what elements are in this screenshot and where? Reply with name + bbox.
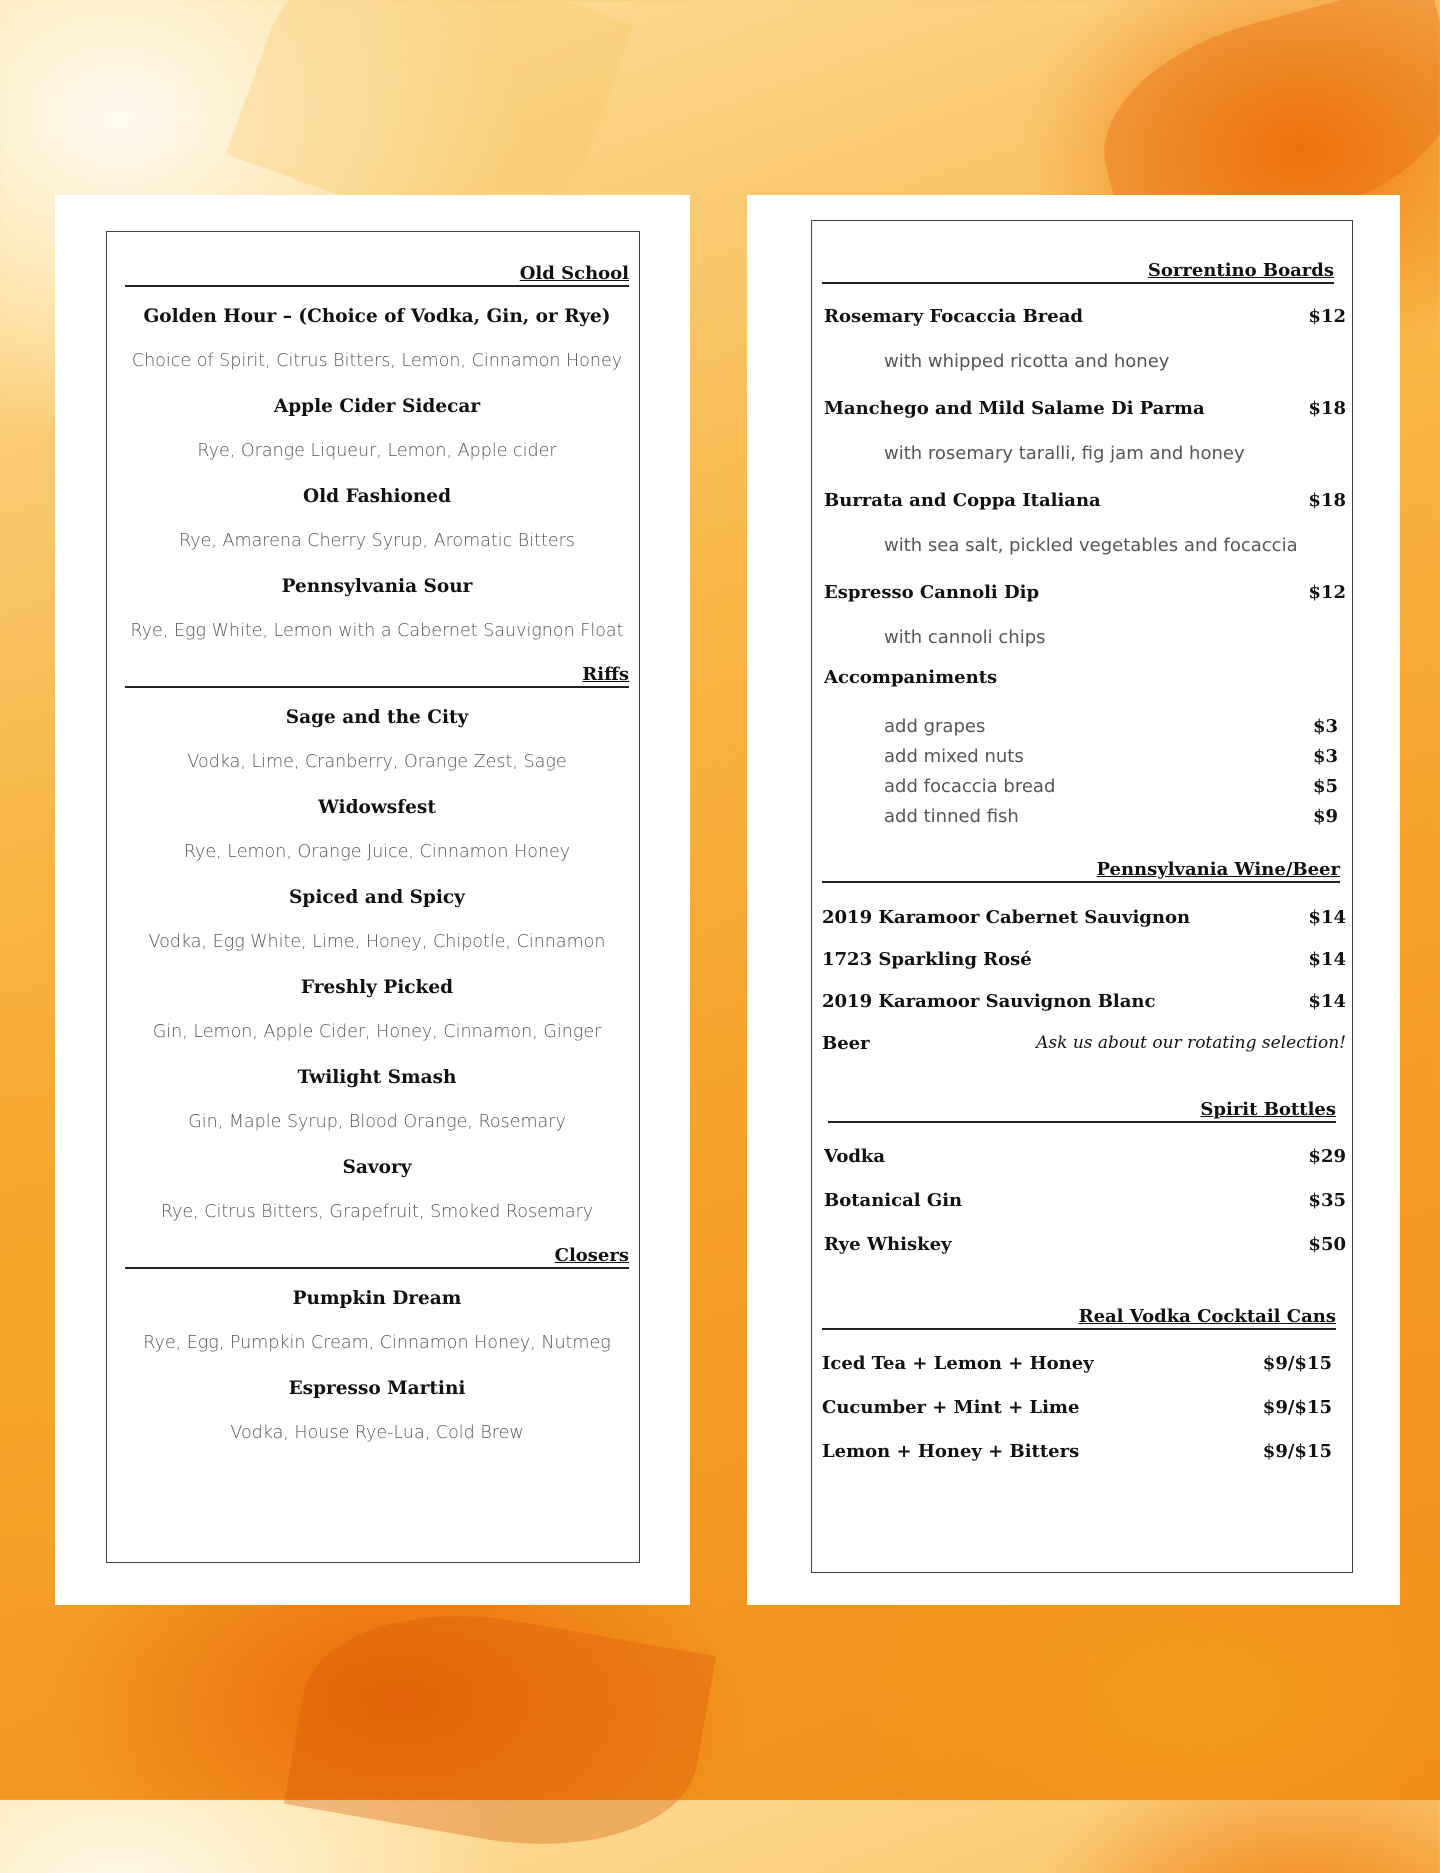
item-name: add tinned fish [884, 805, 1019, 827]
item-name: Rye Whiskey [824, 1233, 952, 1255]
item-price: $29 [1308, 1145, 1346, 1167]
item-price: $5 [1312, 775, 1338, 797]
section-header-riffs [125, 658, 629, 688]
item-price: $50 [1308, 1233, 1346, 1255]
section-header-spirit-bottles [828, 1093, 1336, 1123]
section-title: Riffs [582, 664, 629, 685]
item-name: Vodka [824, 1145, 886, 1167]
wine-item [822, 938, 1346, 980]
item-price: $14 [1308, 990, 1346, 1012]
item-name: 2019 Karamoor Cabernet Sauvignon [822, 906, 1191, 928]
section-title: Pennsylvania Wine/Beer [1096, 859, 1340, 880]
item-name: Burrata and Coppa Italiana [824, 489, 1101, 511]
item-description: with rosemary taralli, fig jam and honey [884, 443, 1245, 464]
item-name: add grapes [884, 715, 986, 737]
item-price: $12 [1308, 305, 1346, 327]
cocktail-ingredients: Rye, Amarena Cherry Syrup, Aromatic Bitters [179, 531, 575, 551]
item-price: $3 [1312, 745, 1338, 767]
cocktail-name: Freshly Picked [300, 977, 454, 998]
cocktail-ingredients: Rye, Egg, Pumpkin Cream, Cinnamon Honey, Nutmeg [143, 1333, 611, 1353]
item-name: Rosemary Focaccia Bread [824, 305, 1083, 327]
boards-item [824, 293, 1346, 339]
section-header-old-school [125, 257, 629, 287]
cocktail-name: Savory [342, 1157, 412, 1178]
cocktail-name: Widowsfest [318, 797, 436, 818]
cocktail-ingredients: Vodka, Egg White, Lime, Honey, Chipotle, Cinnamon [148, 932, 606, 952]
item-name: Botanical Gin [824, 1189, 963, 1211]
item-name: add focaccia bread [884, 775, 1056, 797]
cans-item [822, 1341, 1332, 1385]
item-price: $9/$15 [1262, 1396, 1332, 1418]
item-price: $35 [1308, 1189, 1346, 1211]
cocktail-name: Old Fashioned [302, 486, 452, 507]
cocktail-ingredients: Rye, Egg White, Lemon with a Cabernet Sauvignon Float [130, 621, 624, 641]
item-price: $9 [1312, 805, 1338, 827]
spirits-item [824, 1178, 1346, 1222]
item-name: Iced Tea + Lemon + Honey [822, 1352, 1094, 1374]
cocktail-ingredients: Vodka, Lime, Cranberry, Orange Zest, Sage [187, 752, 567, 772]
spirits-item [824, 1134, 1346, 1178]
item-name: Manchego and Mild Salame Di Parma [824, 397, 1205, 419]
boards-item [824, 477, 1346, 523]
cocktail-name: Golden Hour – (Choice of Vodka, Gin, or Rye) [143, 306, 611, 327]
item-name: 1723 Sparkling Rosé [822, 948, 1032, 970]
leaf-decoration [284, 1587, 716, 1873]
section-title: Closers [554, 1245, 629, 1266]
accompaniments-item [824, 741, 1338, 771]
cocktail-ingredients: Gin, Maple Syrup, Blood Orange, Rosemary [188, 1112, 566, 1132]
food-drinks-menu-frame [811, 220, 1353, 1573]
cocktail-name: Pumpkin Dream [292, 1288, 462, 1309]
item-price: $18 [1308, 397, 1346, 419]
cocktail-menu-page [55, 195, 690, 1605]
item-description: with sea salt, pickled vegetables and focaccia [884, 535, 1298, 556]
section-header-closers [125, 1239, 629, 1269]
section-header-sorrentino-boards [822, 254, 1334, 284]
section-title: Spirit Bottles [1200, 1099, 1336, 1120]
item-price: $14 [1308, 948, 1346, 970]
cocktail-ingredients: Rye, Citrus Bitters, Grapefruit, Smoked Rosemary [160, 1202, 594, 1222]
cans-item [822, 1385, 1332, 1429]
boards-item [824, 569, 1346, 615]
cocktail-name: Spiced and Spicy [289, 887, 465, 908]
item-description: with cannoli chips [884, 627, 1046, 648]
cocktail-name: Sage and the City [285, 707, 469, 728]
item-price: $14 [1308, 906, 1346, 928]
section-title: Real Vodka Cocktail Cans [1078, 1306, 1336, 1327]
accompaniments-item [824, 801, 1338, 831]
item-price: $3 [1312, 715, 1338, 737]
cocktail-menu-frame [106, 231, 640, 1563]
item-name: Espresso Cannoli Dip [824, 581, 1040, 603]
item-price: $18 [1308, 489, 1346, 511]
section-title: Sorrentino Boards [1147, 260, 1334, 281]
accompaniments-item [824, 711, 1338, 741]
cocktail-ingredients: Rye, Orange Liqueur, Lemon, Apple cider [197, 441, 557, 461]
item-price: $9/$15 [1262, 1352, 1332, 1374]
item-price: $12 [1308, 581, 1346, 603]
wine-item [822, 980, 1346, 1022]
spirits-item [824, 1222, 1346, 1266]
cocktail-ingredients: Rye, Lemon, Orange Juice, Cinnamon Honey [183, 842, 571, 862]
food-drinks-menu-page [747, 195, 1400, 1605]
item-name: Beer [822, 1032, 870, 1054]
cocktail-name: Espresso Martini [288, 1378, 466, 1399]
wine-item [822, 896, 1346, 938]
section-header-vocktail-cans [822, 1300, 1336, 1330]
boards-item [824, 385, 1346, 431]
cocktail-name: Pennsylvania Sour [281, 576, 473, 597]
accompaniments-heading: Accompaniments [824, 667, 998, 688]
cocktail-ingredients: Gin, Lemon, Apple Cider, Honey, Cinnamon, Ginger [152, 1022, 602, 1042]
item-name: add mixed nuts [884, 745, 1024, 767]
wine-item [822, 1022, 1346, 1064]
item-price: Ask us about our rotating selection! [1036, 1033, 1346, 1053]
cans-item [822, 1429, 1332, 1473]
cocktail-ingredients: Choice of Spirit, Citrus Bitters, Lemon, Cinnamon Honey [131, 351, 623, 371]
section-header-wine-beer [822, 853, 1340, 883]
item-name: 2019 Karamoor Sauvignon Blanc [822, 990, 1156, 1012]
item-price: $9/$15 [1262, 1440, 1332, 1462]
item-name: Cucumber + Mint + Lime [822, 1396, 1080, 1418]
accompaniments-item [824, 771, 1338, 801]
item-description: with whipped ricotta and honey [884, 351, 1170, 372]
cocktail-ingredients: Vodka, House Rye-Lua, Cold Brew [230, 1423, 524, 1443]
section-title: Old School [519, 263, 629, 284]
item-name: Lemon + Honey + Bitters [822, 1440, 1080, 1462]
cocktail-name: Twilight Smash [297, 1067, 457, 1088]
cocktail-name: Apple Cider Sidecar [273, 396, 481, 417]
